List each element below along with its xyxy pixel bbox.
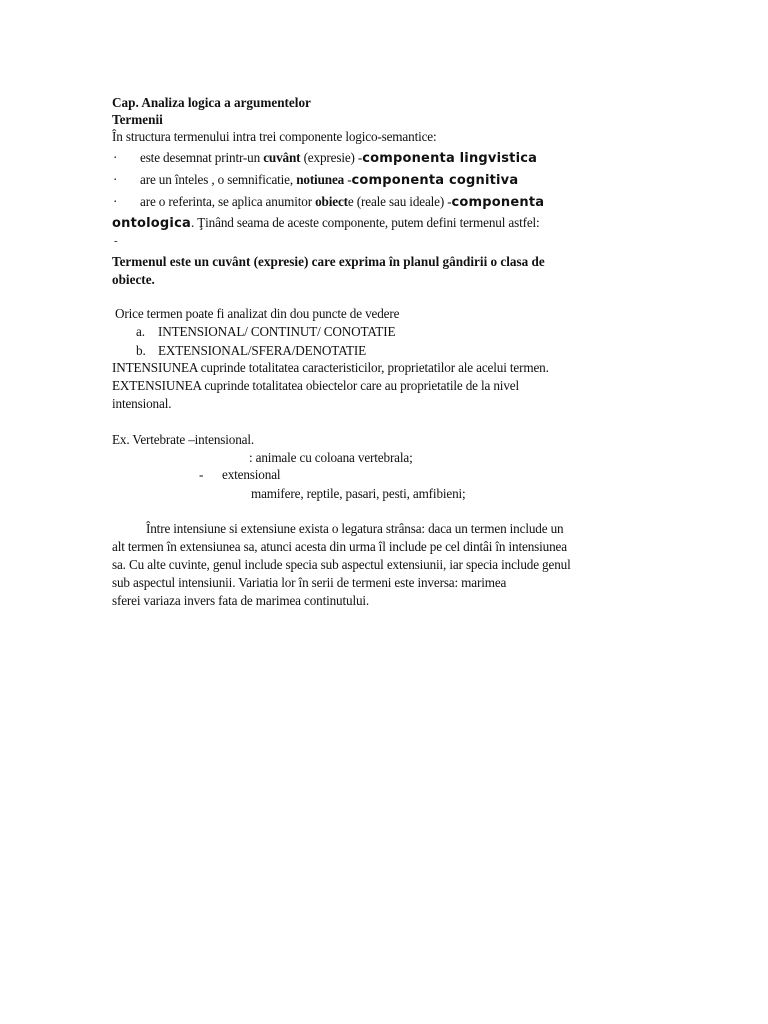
bullet-text: (expresie) - bbox=[300, 150, 363, 165]
bullet-text: are o referinta, se aplica anumitor bbox=[140, 194, 316, 209]
bullet-bold: cuvânt bbox=[263, 150, 301, 165]
bullet-item bbox=[140, 149, 537, 168]
extensiunea-line: intensional. bbox=[112, 396, 172, 411]
list-item: INTENSIONAL/ CONTINUT/ CONOTATIE bbox=[158, 324, 396, 339]
stray-mark: - bbox=[114, 235, 118, 247]
bullet-marker: · bbox=[113, 172, 118, 187]
bullet-accent: componenta cognitiva bbox=[351, 173, 519, 188]
bullet-text: (reale sau ideale) - bbox=[353, 194, 452, 209]
continuation-text: . Ţinând seama de aceste componente, putem defini termenul astfel: bbox=[190, 215, 540, 230]
example-dash: - bbox=[199, 467, 204, 482]
bullet-accent: ontologica bbox=[112, 216, 191, 231]
bullet-text: e bbox=[347, 194, 354, 209]
list-marker: b. bbox=[136, 343, 146, 358]
paragraph-line: Între intensiune si extensiune exista o legatura strânsa: daca un termen include un bbox=[146, 521, 564, 536]
bullet-marker: · bbox=[113, 150, 118, 165]
paragraph-line: sferei variaza invers fata de marimea continutului. bbox=[112, 593, 370, 608]
intensiunea-line: INTENSIUNEA cuprinde totalitatea caracteristicilor, proprietatilor ale acelui termen. bbox=[112, 360, 549, 375]
section-heading: Termenii bbox=[112, 112, 163, 127]
definition-line: Termenul este un cuvânt (expresie) care exprima în planul gândirii o clasa de bbox=[112, 254, 545, 269]
definition-line: obiecte. bbox=[112, 272, 155, 287]
bullet-accent: componenta lingvistica bbox=[362, 151, 538, 166]
example-extensional-label: extensional bbox=[222, 467, 281, 482]
continuation-line bbox=[112, 214, 540, 233]
paragraph-line: sub aspectul intensiunii. Variatia lor în serii de termeni este inversa: marimea bbox=[112, 575, 507, 590]
bullet-text: - bbox=[344, 172, 352, 187]
intro-line: În structura termenului intra trei componente logico-semantice: bbox=[112, 129, 437, 144]
example-head: Ex. Vertebrate –intensional. bbox=[112, 432, 255, 447]
bullet-accent: componenta bbox=[451, 195, 545, 210]
example-extensional-desc: mamifere, reptile, pasari, pesti, amfibieni; bbox=[251, 486, 466, 501]
bullet-text: este desemnat printr-un bbox=[140, 150, 264, 165]
bullet-marker: · bbox=[113, 194, 118, 209]
analysis-intro: Orice termen poate fi analizat din dou puncte de vedere bbox=[115, 306, 400, 321]
example-intensional-desc: : animale cu coloana vertebrala; bbox=[249, 450, 413, 465]
bullet-bold: notiunea bbox=[296, 172, 345, 187]
bullet-text: are un înteles , o semnificatie, bbox=[140, 172, 297, 187]
bullet-item bbox=[140, 193, 544, 212]
list-item: EXTENSIONAL/SFERA/DENOTATIE bbox=[158, 343, 367, 358]
paragraph-line: sa. Cu alte cuvinte, genul include specia sub aspectul extensiunii, iar specia include genul bbox=[112, 557, 571, 572]
bullet-item bbox=[140, 171, 518, 190]
list-marker: a. bbox=[136, 324, 145, 339]
extensiunea-line: EXTENSIUNEA cuprinde totalitatea obiectelor care au proprietatile de la nivel bbox=[112, 378, 519, 393]
bullet-bold: obiect bbox=[315, 194, 348, 209]
paragraph-line: alt termen în extensiunea sa, atunci acesta din urma îl include pe cel dintâi în intensiunea bbox=[112, 539, 567, 554]
chapter-title: Cap. Analiza logica a argumentelor bbox=[112, 95, 311, 110]
